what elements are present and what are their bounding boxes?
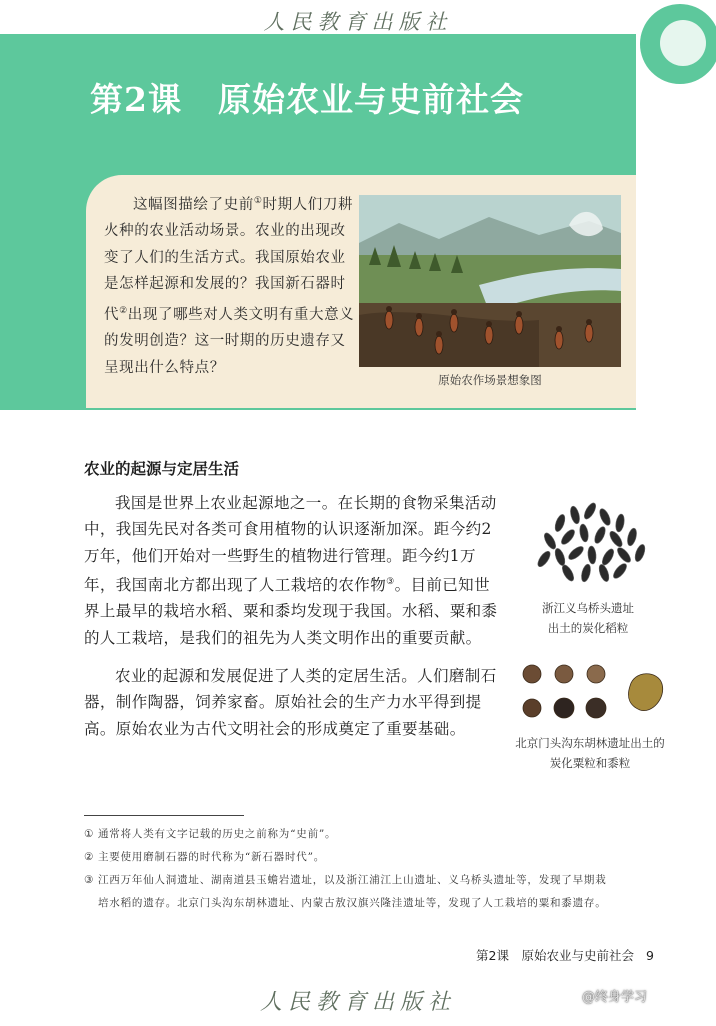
scene-caption: 原始农作场景想象图: [438, 373, 542, 387]
corner-decoration-inner: [660, 20, 706, 66]
lesson-title-text: 原始农业与史前社会: [217, 80, 524, 119]
footnote-2: ② 主要使用磨制石器的时代称为“新石器时代”。: [84, 851, 326, 863]
footnote-ref-3: ③: [386, 576, 395, 587]
carbonized-rice-photo: [520, 493, 658, 588]
footnote-divider: [84, 815, 244, 816]
section-heading: 农业的起源与定居生活: [84, 460, 240, 478]
publisher-logo-top: 人民教育出版社: [263, 10, 453, 34]
farming-scene-illustration: [359, 195, 621, 367]
watermark: @终身学习: [582, 990, 648, 1005]
paragraph-1: 我国是世界上农业起源地之一。在长期的食物采集活动中，我国先民对各类可食用植物的认识逐渐加深。距今约2万年，他们开始对一些野生的植物进行管理。距今约1万年，我国南北方都出现了人工栽培的农作物③。目前已知世界上最早的栽培水稻、粟和黍均发现于我国。水稻、粟和黍的人工栽培，是我们的祖先为人类文明作出的重要贡献。: [84, 494, 498, 647]
publisher-logo-bottom: 人民教育出版社: [259, 990, 456, 1015]
page-number: 9: [645, 948, 654, 963]
footnote-ref-2: ②: [119, 305, 128, 316]
running-title: 第2课 原始农业与史前社会: [476, 948, 634, 963]
rice-caption: 浙江义乌桥头遗址 出土的炭化稻粒: [542, 601, 634, 635]
rice-grains-svg: [520, 493, 658, 588]
lesson-title: [90, 74, 524, 121]
footnote-1: ① 通常将人类有文字记载的历史之前称为“史前”。: [84, 828, 337, 840]
intro-card: [86, 175, 636, 408]
millet-grains-svg: [512, 658, 670, 728]
footnote-3: ③ 江西万年仙人洞遗址、湖南道县玉蟾岩遗址，以及浙江浦江上山遗址、义乌桥头遗址等，发现了早期栽 培水稻的遗存。北京门头沟东胡林遗址、内蒙古敖汉旗兴隆洼遗址等，发现了人工栽培的粟和黍遗存。: [84, 874, 607, 909]
top-publisher-banner: [0, 0, 716, 36]
grain-caption: 北京门头沟东胡林遗址出土的 炭化粟粒和黍粒: [515, 736, 665, 770]
intro-text: 这幅图描绘了史前①时期人们刀耕火种的农业活动场景。农业的出现改变了人们的生活方式。我国原始农业是怎样起源和发展的？我国新石器时代②出现了哪些对人类文明有重大意义的发明创造？这一时期的历史遗存又呈现出什么特点？: [104, 196, 355, 376]
footnote-ref-1: ①: [253, 196, 263, 206]
running-footer: [476, 946, 654, 964]
paragraph-2: 农业的起源和发展促进了人类的定居生活。人们磨制石器，制作陶器，饲养家畜。原始社会的生产力水平得到提高。原始农业为古代文明社会的形成奠定了重要基础。: [84, 667, 497, 738]
carbonized-millet-photo: [512, 658, 670, 728]
lesson-number: 第2课: [90, 80, 182, 119]
farming-scene-svg: [359, 195, 621, 367]
